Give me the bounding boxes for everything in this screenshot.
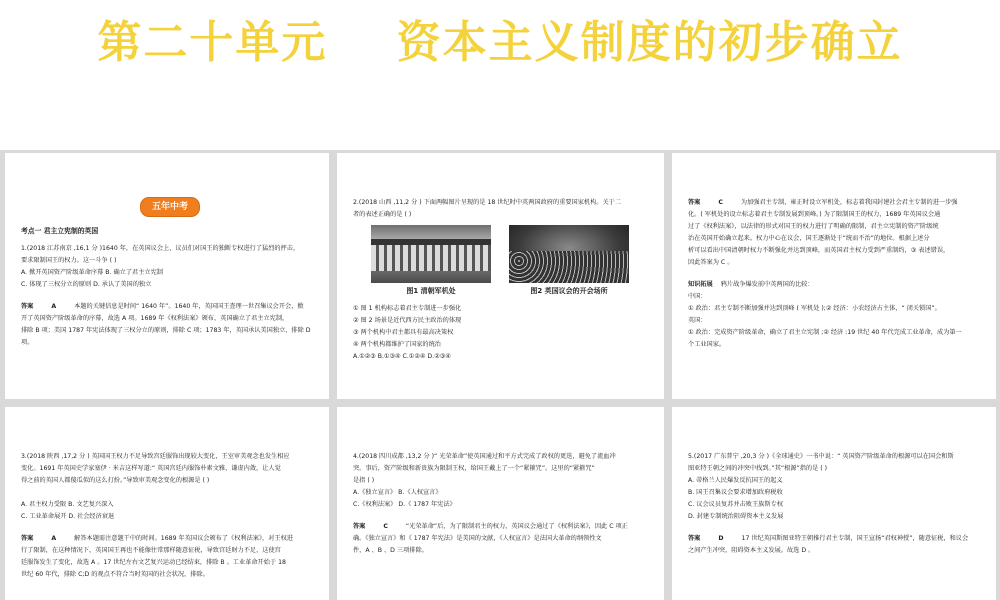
option-line: C. 工业革命展开 D. 社会经济衰退 (21, 513, 115, 520)
answer-letter: C (718, 199, 723, 206)
question-line: 要求限制国王的权力。这一斗争 ( ) (21, 257, 117, 264)
option-line: B. 国王召集议会要求增加政府税收 (688, 489, 783, 496)
question-line: 2.(2018 山西 ,11,2 分 ) 下面两幅图片呈现的是 18 世纪时中英两国政府的重要国家机构。关于二 (353, 199, 622, 206)
extension-text: 个工业国家。 (688, 341, 726, 348)
option-line: A.①②③ B.①③④ C.①②④ D.②③④ (353, 353, 451, 360)
slide-panel-2[interactable] (337, 153, 664, 399)
option-line: A. 掀开英国资产阶级革命序幕 B. 确立了君主立宪制 (21, 269, 163, 276)
extension-text: ① 政治：完成资产阶级革命，确立了君主立宪制 ;② 经济 :19 世纪 40 年代完成工业革命，成为第一 (688, 329, 962, 336)
slide-panel-3[interactable] (672, 153, 996, 399)
slide-panel-1[interactable] (5, 153, 329, 399)
extension-text: 中国： (688, 293, 707, 300)
answer-letter: A (51, 535, 57, 542)
answer-text: 廷服饰发生了变化，故选 A 。17 世纪左右文艺复兴运动已经结束，排除 B 。工业革命开始于 18 (21, 559, 286, 566)
answer-line: 答案 C “光荣革命”后，为了限制君主的权力，英国议会通过了《权利法案》，因此 C 项正 (353, 521, 654, 533)
parliament-photo (509, 225, 629, 283)
option-line: C.《权利法案》 D.《 1787 年宪法》 (353, 501, 456, 508)
extension-label: 知识拓展 (688, 281, 713, 288)
extension-text: ① 政治：君主专制不断加强并达到顶峰 ( 军机处 );② 经济：小农经济占主体，“ 闭关锁国”。 (688, 305, 941, 312)
answer-label: 答案 (21, 535, 34, 542)
five-year-exam-badge: 五年中考 (140, 197, 200, 217)
slide-panel-5[interactable] (337, 407, 664, 600)
slide-panel-4[interactable] (5, 407, 329, 600)
answer-label: 答案 (353, 523, 366, 530)
answer-label: 答案 (688, 199, 701, 206)
option-line: A. 蒂格兰人民爆发反抗国王的起义 (688, 477, 783, 484)
page-title: 第二十单元 资本主义制度的初步确立 (97, 17, 903, 68)
question-line: 者的表述正确的是 ( ) (353, 211, 412, 218)
question-line: 1.(2018 江苏南京 ,16,1 分 )1640 年，在英国议会上，议员们对国王的独断专权进行了猛烈的抨击， (21, 245, 300, 252)
question-line: 突。事后，资产阶级和新贵族为限制王权，给国王戴上了一个“紧箍咒”。这里的“紧箍咒” (353, 465, 595, 472)
figure-caption-1: 图1 清朝军机处 (406, 287, 456, 295)
answer-text: 过了《权利法案》，以法律的形式对国王的权力进行了明确的限制，君主立宪制的资产阶级统 (688, 223, 939, 230)
answer-line: 答案 A 解答本题需注意题干中的时间。1689 年英国议会颁布了《权利法案》，对王权进 (21, 533, 319, 545)
option-line: C. 体现了三权分立的原则 D. 承认了美国的独立 (21, 281, 152, 288)
answer-letter: D (718, 535, 724, 542)
answer-text: 件，A 、B 、D 三项排除。 (353, 547, 428, 554)
option-line: A.《独立宣言》 B.《人权宣言》 (353, 489, 442, 496)
question-line: 4.(2018 四川成都 ,13,2 分 )“ 光荣革命”使英国通过和平方式完成了政权的更迭，避免了流血冲 (353, 453, 616, 460)
answer-text: 确。《独立宣言》和《 1787 年宪法》是美国的文献，《人权宣言》是法国大革命的纲领性文 (353, 535, 602, 542)
slide-panel-6[interactable] (672, 407, 996, 600)
extension-line: 知识拓展 鸦片战争爆发前中英两国的比较： (688, 279, 986, 291)
answer-line: 答案 D 17 世纪英国斯图亚特王朝推行君主专制，国王宣扬“君权神授”，随意征税，和议会 (688, 533, 986, 545)
question-line: 得之前的英国人都傻瓜似的这么打扮。”导致审美观念变化的根源是 ( ) (21, 477, 210, 484)
answer-text: 因此答案为 C 。 (688, 259, 734, 266)
answer-text: 行了限制，在这种情况下，英国国王再也不能像往常那样随意征税，导致宫廷财力不足，这使宫 (21, 547, 281, 554)
question-line: 图亚特王朝之间的冲突中找到。”其“根源”指的是 ( ) (688, 465, 828, 472)
option-line: ④ 两个机构都维护了国家的统治 (353, 341, 441, 348)
answer-text: 析可以看出中国清朝时权力不断强化并达到顶峰，而英国君主权力受到严重制约，③ 表述错误， (688, 247, 950, 254)
answer-text: 治在英国开始确立起来。权力中心在议会，国王逐渐处于“统而不治”的地位。根据上述分 (688, 235, 930, 242)
question-line: 是指 ( ) (353, 477, 375, 484)
figure-caption-2: 图2 英国议会的开会场所 (530, 287, 608, 295)
answer-text: 开了英国资产阶级革命的序幕，故选 A 项。1689 年《权利法案》颁布，英国确立了君主立宪制， (21, 315, 289, 322)
extension-text: 英国： (688, 317, 707, 324)
slide-grid (0, 150, 1000, 600)
answer-text: 之间产生冲突，阻碍资本主义发展。故选 D 。 (688, 547, 815, 554)
question-line (21, 487, 319, 499)
option-line: ③ 两个机构中君主都具有最高决策权 (353, 329, 454, 336)
option-line: A. 君主权力受限 B. 文艺复兴深入 (21, 501, 114, 508)
answer-label: 答案 (21, 303, 34, 310)
option-line: C. 议会议员复苏并击败王族斯专权 (688, 501, 783, 508)
section-heading: 考点一 君主立宪制的英国 (21, 227, 99, 235)
question-line: 5.(2017 广东普宁 ,20,3 分 )《全球通史》一书中说：“ 英国资产阶级革命的根源可以在国会和斯 (688, 453, 954, 460)
answer-letter: A (51, 303, 57, 310)
answer-text: 世纪 60 年代，排除 C;D 的观点不符合当时英国的社会状况，排除。 (21, 571, 209, 578)
option-line: ② 图 2 场景是近代西方民主政治的体现 (353, 317, 462, 324)
answer-label: 答案 (688, 535, 701, 542)
option-line: ① 图 1 机构标志着君主专制进一步强化 (353, 305, 462, 312)
answer-line: 答案 C 为加强君主专制，雍正时设立军机处，标志着我国封建社会君主专制的进一步强 (688, 197, 986, 209)
answer-line: 答案 A 本题的关键信息是时间“ 1640 年”。1640 年，英国国王查理一世召集议会开会，掀 (21, 301, 319, 313)
option-line: D. 封建专制统治阻碍资本主义发展 (688, 513, 784, 520)
figure-row (371, 225, 654, 283)
answer-letter: C (383, 523, 388, 530)
question-line: 变化。1691 年英国史学家塞伊 · 米吉这样写道:“ 英国宫廷内服饰朴素文雅，谦虚内敛，让人觉 (21, 465, 281, 472)
answer-text: 排除 B 项；美国 1787 年宪法体现了三权分立的原则，排除 C 项；1783 年，英国承认美国独立，排除 D (21, 327, 311, 334)
answer-text: 化。( 军机处的设立标志着君主专制发展到顶峰。) 为了限制国王的权力，1689 年英国议会通 (688, 211, 941, 218)
answer-text: 项。 (21, 339, 34, 346)
grand-council-photo (371, 225, 491, 283)
question-line: 3.(2018 陕西 ,17,2 分 ) 英国国王权力不足导致宫廷服饰出现较大变化，王室审美观念也发生相应 (21, 453, 290, 460)
